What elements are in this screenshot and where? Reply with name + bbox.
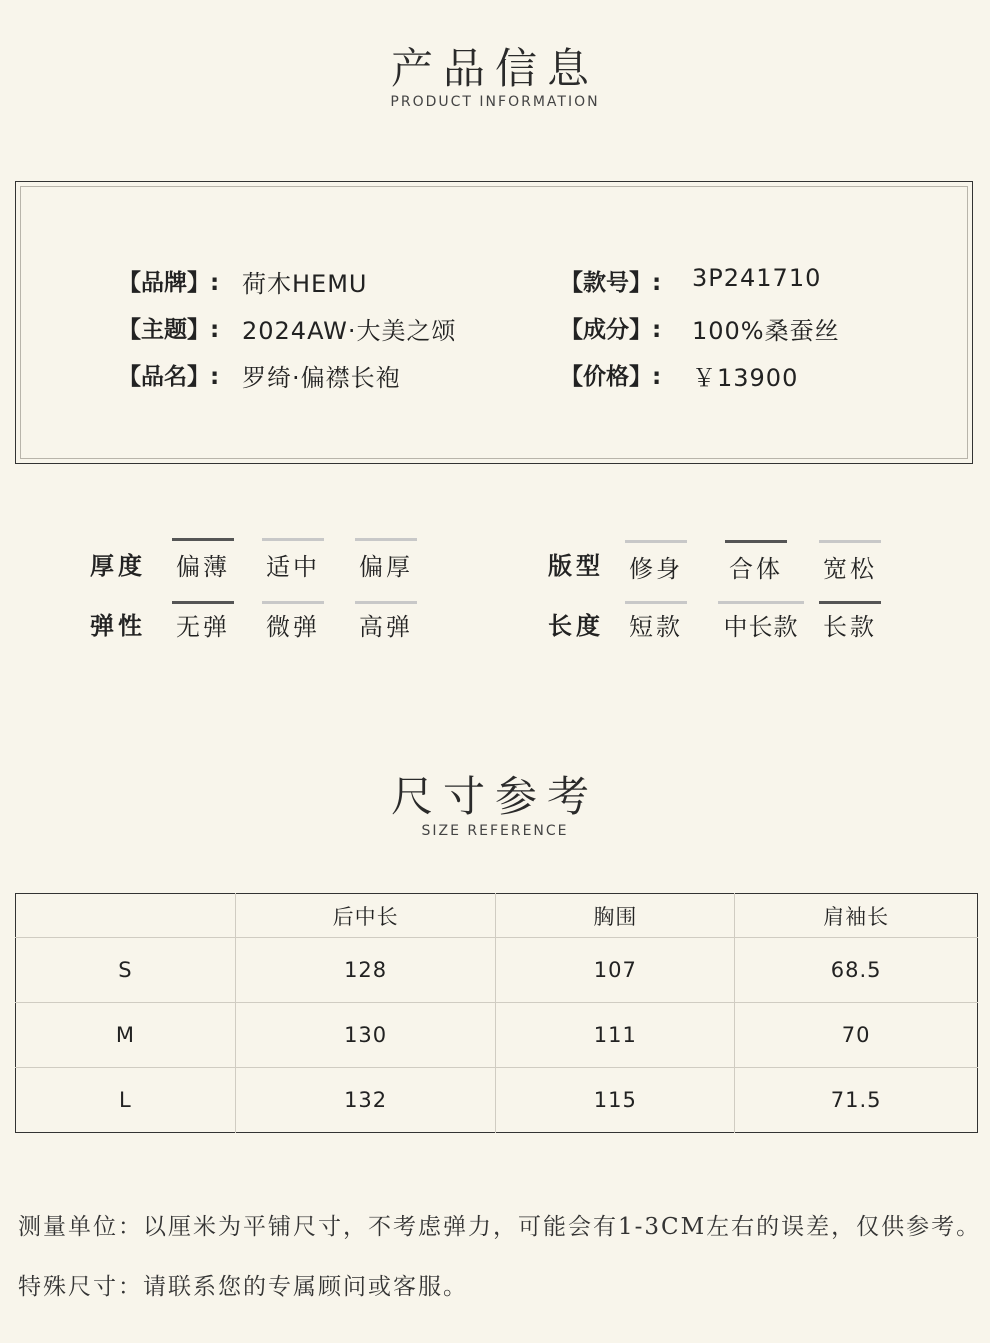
length-option-mid: 中长款 <box>718 601 804 642</box>
product-info-subtitle: PRODUCT INFORMATION <box>390 94 600 110</box>
table-cell: 115 <box>496 1068 735 1133</box>
theme-label: 【主题】: <box>118 317 220 343</box>
elasticity-selected-bar <box>172 601 234 604</box>
brand-value: 荷木HEMU <box>242 270 368 298</box>
size-table <box>15 893 978 1133</box>
fit-option-regular: 合体 <box>725 540 787 584</box>
table-cell: 130 <box>235 1003 496 1068</box>
fit-label: 版型 <box>548 552 604 580</box>
material-value: 100%桑蚕丝 <box>692 317 840 345</box>
length-label: 长度 <box>548 612 604 640</box>
elasticity-option-slight: 微弹 <box>262 601 324 642</box>
table-row <box>16 1003 978 1068</box>
table-cell: 111 <box>496 1003 735 1068</box>
table-row <box>16 1068 978 1133</box>
length-selected-bar <box>819 601 881 604</box>
product-info-title: 产品信息 <box>390 44 599 93</box>
brand-label: 【品牌】: <box>118 270 220 296</box>
name-value: 罗绮·偏襟长袍 <box>242 364 401 392</box>
elasticity-option-high: 高弹 <box>355 601 417 642</box>
header-cell: 肩袖长 <box>735 894 978 938</box>
fit-selected-bar <box>725 540 787 543</box>
size-reference-title: 尺寸参考 <box>390 772 599 821</box>
size-cell: M <box>16 1003 236 1068</box>
thickness-label: 厚度 <box>90 552 146 580</box>
material-label: 【成分】: <box>560 317 662 343</box>
special-size-note: 特殊尺寸：请联系您的专属顾问或客服。 <box>18 1274 468 1300</box>
fit-option-slim: 修身 <box>625 540 687 584</box>
table-cell: 128 <box>235 938 496 1003</box>
header-cell: 胸围 <box>496 894 735 938</box>
size-reference-subtitle: SIZE REFERENCE <box>421 823 569 839</box>
table-cell: 71.5 <box>735 1068 978 1133</box>
size-cell: S <box>16 938 236 1003</box>
model-value: 3P241710 <box>692 264 822 292</box>
length-option-long: 长款 <box>819 601 881 642</box>
name-label: 【品名】: <box>118 364 220 390</box>
size-cell: L <box>16 1068 236 1133</box>
price-value: ￥13900 <box>692 364 799 392</box>
elasticity-label: 弹性 <box>90 612 146 640</box>
fit-option-loose: 宽松 <box>819 540 881 584</box>
theme-value: 2024AW·大美之颂 <box>242 317 457 345</box>
table-cell: 107 <box>496 938 735 1003</box>
table-row <box>16 938 978 1003</box>
thickness-option-thick: 偏厚 <box>355 538 417 582</box>
table-cell: 132 <box>235 1068 496 1133</box>
size-table-header <box>16 894 978 938</box>
table-cell: 68.5 <box>735 938 978 1003</box>
thickness-option-medium: 适中 <box>262 538 324 582</box>
length-option-short: 短款 <box>625 601 687 642</box>
model-label: 【款号】: <box>560 270 662 296</box>
header-cell <box>16 894 236 938</box>
thickness-option-thin: 偏薄 <box>172 538 234 582</box>
elasticity-option-none: 无弹 <box>172 601 234 642</box>
measurement-note: 测量单位：以厘米为平铺尺寸，不考虑弹力，可能会有1-3CM左右的误差，仅供参考。 <box>18 1214 982 1240</box>
price-label: 【价格】: <box>560 364 662 390</box>
header-cell: 后中长 <box>235 894 496 938</box>
thickness-selected-bar <box>172 538 234 541</box>
table-cell: 70 <box>735 1003 978 1068</box>
